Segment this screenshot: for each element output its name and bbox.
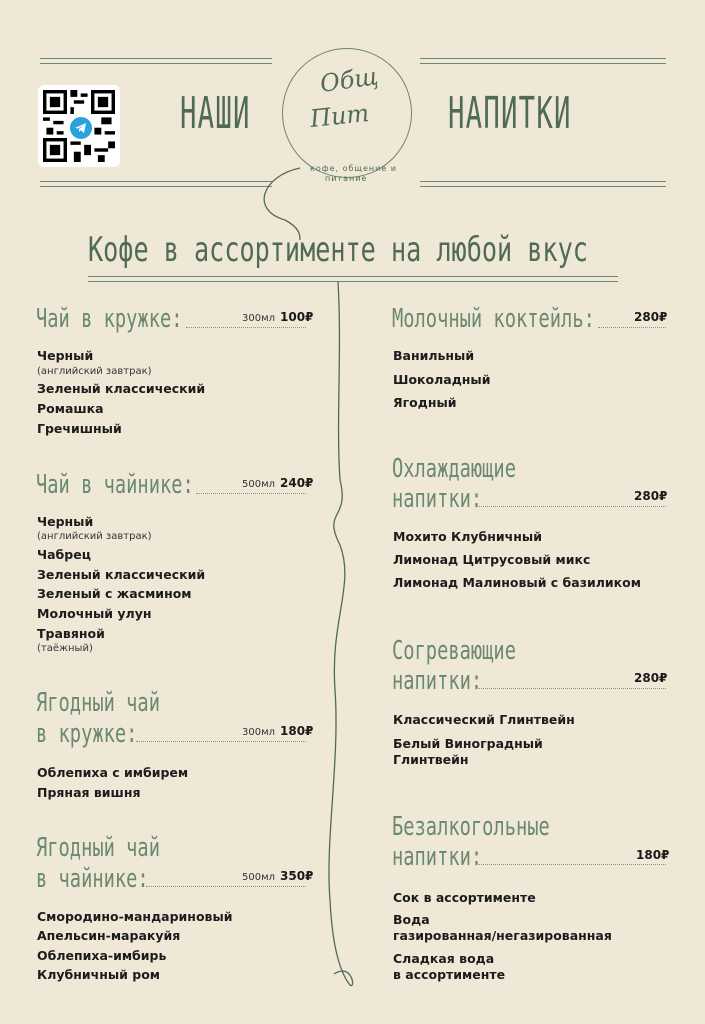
menu-item: Молочный улун — [37, 606, 152, 621]
section-leader — [136, 741, 306, 742]
section-title-cold-drinks-line2: напитки: — [392, 484, 483, 514]
menu-item: Лимонад Малиновый с базиликом — [393, 575, 641, 590]
price: 280₽ — [634, 671, 668, 685]
section-title-warm-drinks-line2: напитки: — [392, 666, 483, 696]
subtitle-underline — [88, 276, 618, 277]
section-title-berry-tea-mug: Ягодный чай — [36, 688, 160, 718]
section-leader — [146, 886, 306, 887]
menu-item: Белый Виноградный — [393, 736, 543, 751]
logo-tagline: питание — [325, 174, 368, 183]
section-title-tea-mug: Чай в кружке: — [36, 304, 183, 334]
menu-item-note: (английский завтрак) — [37, 366, 152, 377]
logo-word-2: Пит — [308, 98, 371, 134]
menu-item: Ягодный — [393, 395, 457, 410]
section-title-soft-drinks: Безалкогольные — [392, 812, 550, 842]
section-title-berry-tea-pot: Ягодный чай — [36, 833, 160, 863]
section-leader — [196, 493, 306, 494]
menu-item: Зеленый классический — [37, 381, 206, 396]
menu-item: Чабрец — [37, 547, 91, 562]
section-title-soft-drinks-line2: напитки: — [392, 842, 483, 872]
section-title-berry-tea-mug-line2: в кружке: — [36, 719, 138, 749]
menu-item: Черный — [37, 348, 94, 363]
menu-item: Шоколадный — [393, 372, 491, 387]
volume: 500мл — [242, 872, 276, 883]
menu-item: Сок в ассортименте — [393, 890, 536, 905]
section-leader — [598, 327, 666, 328]
section-leader — [476, 506, 666, 507]
menu-item: в ассортименте — [393, 967, 506, 982]
volume: 300мл — [242, 727, 276, 738]
menu-item: Зеленый с жасмином — [37, 586, 192, 601]
title-left: НАШИ — [180, 88, 251, 139]
price: 180₽ — [636, 848, 670, 862]
menu-item: Зеленый классический — [37, 567, 206, 582]
menu-item-note: (таёжный) — [37, 643, 93, 654]
subtitle-underline — [88, 281, 618, 282]
menu-item: Гречишный — [37, 421, 122, 436]
price: 240₽ — [280, 476, 314, 490]
logo-tagline: кофе, общение и — [310, 164, 397, 173]
menu-item: Классический Глинтвейн — [393, 712, 575, 727]
menu-item: Сладкая вода — [393, 951, 495, 966]
menu-item: Глинтвейн — [393, 752, 469, 767]
section-title-milkshake: Молочный коктейль: — [392, 304, 595, 334]
section-leader — [186, 327, 306, 328]
menu-item: Мохито Клубничный — [393, 529, 542, 544]
menu-item: Черный — [37, 514, 94, 529]
volume: 300мл — [242, 313, 276, 324]
price: 280₽ — [634, 310, 668, 324]
menu-item: Облепиха с имбирем — [37, 765, 189, 780]
section-title-cold-drinks: Охлаждающие — [392, 454, 516, 484]
logo-word-1: Общ — [318, 62, 381, 98]
volume: 500мл — [242, 479, 276, 490]
menu-item: Смородино-мандариновый — [37, 909, 233, 924]
menu-item: Ванильный — [393, 348, 475, 363]
price: 180₽ — [280, 724, 314, 738]
menu-item: Ромашка — [37, 401, 104, 416]
price: 350₽ — [280, 869, 314, 883]
section-leader — [476, 864, 666, 865]
section-title-berry-tea-pot-line2: в чайнике: — [36, 864, 149, 894]
price: 100₽ — [280, 310, 314, 324]
menu-item: Лимонад Цитрусовый микс — [393, 552, 591, 567]
menu-item: Апельсин-маракуйя — [37, 928, 181, 943]
menu-item: Облепиха-имбирь — [37, 948, 167, 963]
section-title-tea-pot: Чай в чайнике: — [36, 470, 194, 500]
menu-item: газированная/негазированная — [393, 928, 612, 943]
menu-item: Травяной — [37, 626, 105, 641]
title-right: НАПИТКИ — [448, 88, 572, 139]
subtitle: Кофе в ассортименте на любой вкус — [88, 230, 588, 270]
section-leader — [476, 688, 666, 689]
menu-item: Пряная вишня — [37, 785, 141, 800]
menu-item: Клубничный ром — [37, 967, 161, 982]
price: 280₽ — [634, 489, 668, 503]
menu-item: Вода — [393, 912, 430, 927]
menu-item-note: (английский завтрак) — [37, 531, 152, 542]
section-title-warm-drinks: Согревающие — [392, 636, 516, 666]
